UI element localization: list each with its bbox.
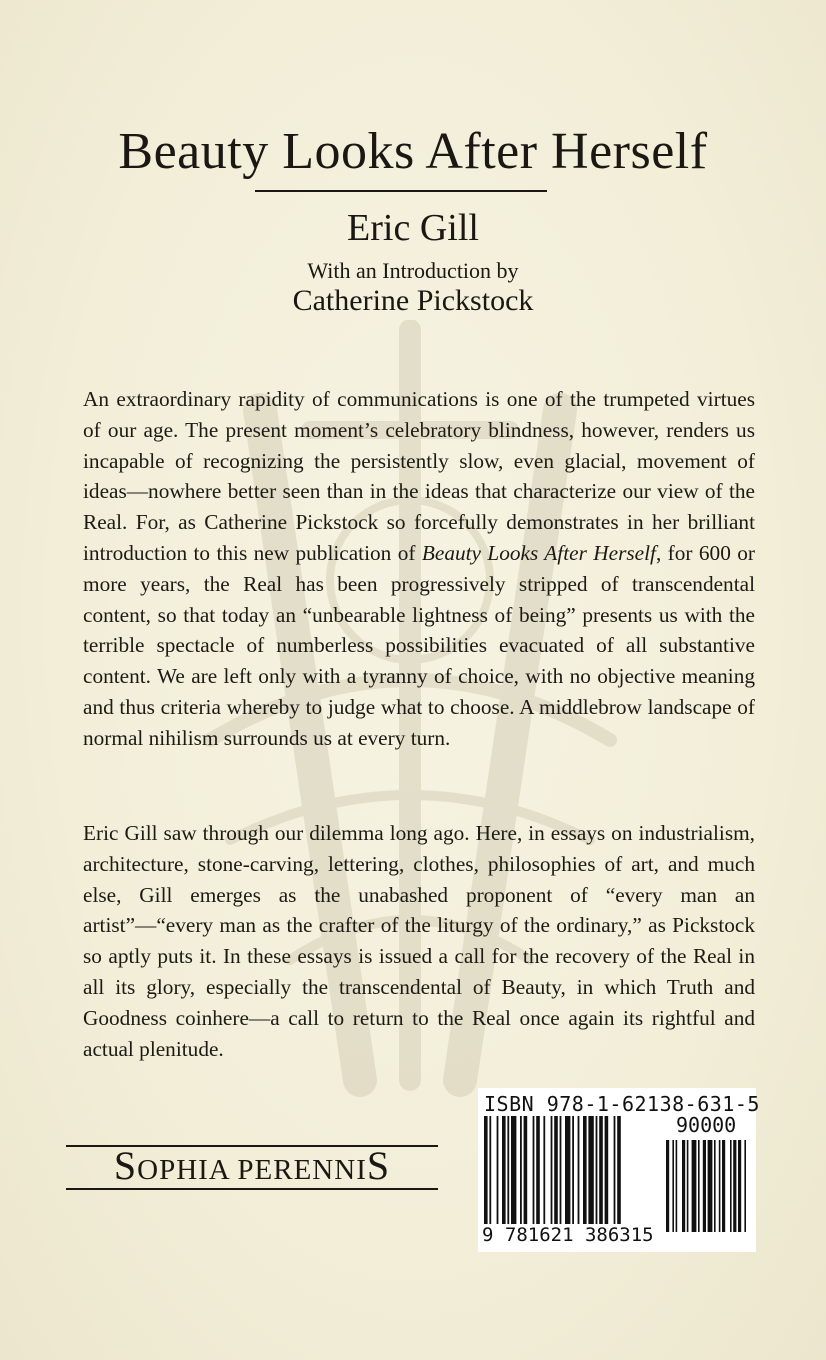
addon-bar (730, 1140, 732, 1232)
addon-bar (738, 1140, 741, 1232)
ean-digits: 9 781621 386315 (482, 1224, 654, 1246)
barcode-bar (605, 1116, 609, 1224)
barcode-bar (596, 1116, 598, 1224)
introduction-author: Catherine Pickstock (292, 284, 534, 317)
addon-bar (708, 1140, 713, 1232)
barcode-bar (536, 1116, 540, 1224)
addon-bar (703, 1140, 706, 1232)
addon-bar (698, 1140, 700, 1232)
publisher-logo: SOPHIA PERENNIS (113, 1143, 391, 1188)
blurb-paragraph-1 (83, 384, 755, 754)
addon-bar (733, 1140, 736, 1232)
blurb-text: An extraordinary rapidity of communications is one of the trumpeted virtues of our age. The present moment’s celebratory blindness, however, renders us incapable of recognizing the persistently slow, even glacial, movement of ideas—nowhere better seen than in the ideas that characterize our view of the Real. For, as Catherine Pickstock so forcefully demonstrates in her brilliant introduction to this new publication of (83, 387, 755, 565)
barcode-bar (583, 1116, 587, 1224)
barcode-bar (565, 1116, 570, 1224)
addon-bar (719, 1140, 721, 1232)
barcode-bar (502, 1116, 506, 1224)
introduction-credit-label: With an Introduction by (307, 258, 519, 283)
addon-bar (722, 1140, 725, 1232)
barcode-bar (551, 1116, 553, 1224)
barcode-bar (578, 1116, 580, 1224)
isbn-number: ISBN 978-1-62138-631-5 (484, 1092, 760, 1116)
barcode-bar (617, 1116, 621, 1224)
barcode-bar (614, 1116, 616, 1224)
author-name: Eric Gill (347, 207, 479, 249)
addon-bar (672, 1140, 674, 1232)
blurb-paragraph-2 (83, 818, 755, 1064)
addon-bar (692, 1140, 697, 1232)
barcode-bar (543, 1116, 545, 1224)
barcode-bar (511, 1116, 516, 1224)
barcode-bar (489, 1116, 491, 1224)
blurb-book-title: Beauty Looks After Herself (421, 540, 656, 565)
publisher-rule-bottom (66, 1188, 438, 1190)
barcode-bar (599, 1116, 603, 1224)
blurb-text: Eric Gill saw through our dilemma long ago. Here, in essays on industrialism, architecture, stone-carving, lettering, clothes, philosophies of art, and much else, Gill emerges as the unabashed proponent of “every man an artist”—“every man as the crafter of the liturgy of the ordinary,” as Pickstock so aptly puts it. In these essays is issued a call for the recovery of the Real in all its glory, especially the transcendental of Beauty, in which Truth and Goodness coinhere—a call to return to the Real once again its rightful and actual plenitude. (83, 821, 755, 1061)
addon-bar (744, 1140, 746, 1232)
barcode-bar (533, 1116, 535, 1224)
title-rule (255, 190, 547, 192)
barcode-bar (572, 1116, 574, 1224)
addon-bar (676, 1140, 678, 1232)
addon-bar (687, 1140, 689, 1232)
addon-bar (714, 1140, 716, 1232)
barcode-bar (484, 1116, 488, 1224)
barcode-bar (524, 1116, 528, 1224)
addon-bar (682, 1140, 685, 1232)
barcode-bar (507, 1116, 509, 1224)
price-addon-number: 90000 (676, 1113, 737, 1137)
addon-bar (666, 1140, 669, 1232)
barcode-bar (554, 1116, 558, 1224)
barcode-bar (588, 1116, 593, 1224)
blurb-text: , for 600 or more years, the Real has been progressively stripped of transcendental content, so that today an “unbearable lightness of being” presents us with the terrible spectacle of numberless possibilities evacuated of all substantive content. We are left only with a tyranny of choice, with no objective meaning and thus criteria whereby to judge what to choose. A middlebrow landscape of normal nihilism surrounds us at every turn. (83, 540, 755, 750)
barcode-bar (520, 1116, 522, 1224)
barcode-bar (560, 1116, 562, 1224)
book-title: Beauty Looks After Herself (118, 123, 708, 180)
barcode-bar (497, 1116, 499, 1224)
